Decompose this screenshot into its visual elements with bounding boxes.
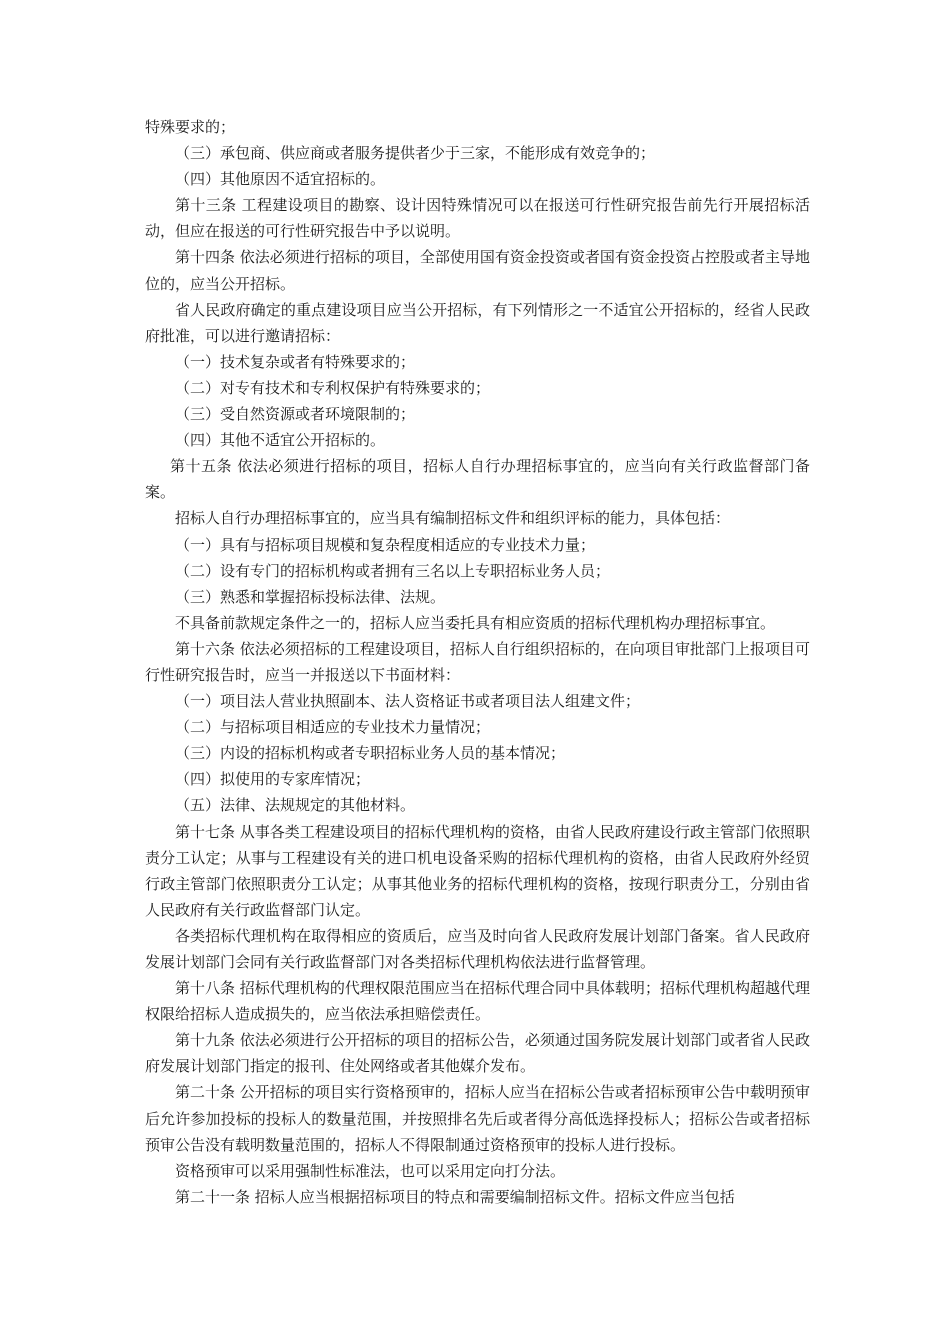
article-19: 第十九条 依法必须进行公开招标的项目的招标公告，必须通过国务院发展计划部门或者省人民政府发展计划部门指定的报刊、住处网络或者其他媒介发布。 bbox=[145, 1031, 810, 1076]
list-item: （三）承包商、供应商或者服务提供者少于三家，不能形成有效竞争的； bbox=[175, 144, 656, 163]
article-16: 第十六条 依法必须招标的工程建设项目，招标人自行组织招标的，在向项目审批部门上报项目可行性研究报告时，应当一并报送以下书面材料： bbox=[145, 639, 810, 684]
list-item: （四）其他原因不适宜招标的。 bbox=[175, 170, 386, 189]
list-item: （五）法律、法规规定的其他材料。 bbox=[175, 796, 416, 815]
list-item: （二）与招标项目相适应的专业技术力量情况； bbox=[175, 718, 491, 737]
article-15: 第十五条 依法必须进行招标的项目，招标人自行办理招标事宜的，应当向有关行政监督部门备案。 bbox=[145, 457, 810, 502]
article-20: 第二十条 公开招标的项目实行资格预审的，招标人应当在招标公告或者招标预审公告中载明预审后允许参加投标的投标人的数量范围，并按照排名先后或者得分高低选择投标人；招标公告或者招标预审公告没有载明数量范围的，招标人不得限制通过资格预审的投标人进行投标。 bbox=[145, 1083, 810, 1154]
list-item: （三）受自然资源或者环境限制的； bbox=[175, 405, 416, 424]
list-item: （二）设有专门的招标机构或者拥有三名以上专职招标业务人员； bbox=[175, 561, 611, 580]
list-item: （三）熟悉和掌握招标投标法律、法规。 bbox=[175, 587, 446, 606]
article-14: 第十四条 依法必须进行招标的项目，全部使用国有资金投资或者国有资金投资占控股或者主导地位的，应当公开招标。 bbox=[145, 248, 810, 293]
paragraph: 招标人自行办理招标事宜的，应当具有编制招标文件和组织评标的能力，具体包括： bbox=[175, 509, 731, 528]
paragraph: 资格预审可以采用强制性标准法，也可以采用定向打分法。 bbox=[175, 1161, 566, 1180]
list-item: （四）拟使用的专家库情况； bbox=[175, 770, 371, 789]
list-item: （一）具有与招标项目规模和复杂程度相适应的专业技术力量； bbox=[175, 535, 596, 554]
article-17: 第十七条 从事各类工程建设项目的招标代理机构的资格，由省人民政府建设行政主管部门依照职责分工认定；从事与工程建设有关的进口机电设备采购的招标代理机构的资格，由省人民政府外经贸行政主管部门依照职责分工认定；从事其他业务的招标代理机构的资格，按现行职责分工，分别由省人民政府有关行政监督部门认定。 bbox=[145, 822, 810, 919]
paragraph: 省人民政府确定的重点建设项目应当公开招标，有下列情形之一不适宜公开招标的，经省人民政府批准，可以进行邀请招标： bbox=[145, 300, 810, 345]
list-item: （一）技术复杂或者有特殊要求的； bbox=[175, 352, 416, 371]
article-13: 第十三条 工程建设项目的勘察、设计因特殊情况可以在报送可行性研究报告前先行开展招标活动，但应在报送的可行性研究报告中予以说明。 bbox=[145, 196, 810, 241]
list-item: （一）项目法人营业执照副本、法人资格证书或者项目法人组建文件； bbox=[175, 692, 641, 711]
paragraph: 不具备前款规定条件之一的，招标人应当委托具有相应资质的招标代理机构办理招标事宜。 bbox=[175, 613, 776, 632]
list-item: （四）其他不适宜公开招标的。 bbox=[175, 431, 386, 450]
paragraph: 特殊要求的； bbox=[145, 118, 236, 136]
list-item: （二）对专有技术和专利权保护有特殊要求的； bbox=[175, 378, 491, 397]
list-item: （三）内设的招标机构或者专职招标业务人员的基本情况； bbox=[175, 744, 566, 763]
article-18: 第十八条 招标代理机构的代理权限范围应当在招标代理合同中具体载明；招标代理机构超越代理权限给招标人造成损失的，应当依法承担赔偿责任。 bbox=[145, 979, 810, 1024]
paragraph: 各类招标代理机构在取得相应的资质后，应当及时向省人民政府发展计划部门备案。省人民政府发展计划部门会同有关行政监督部门对各类招标代理机构依法进行监督管理。 bbox=[145, 926, 810, 971]
document-body bbox=[145, 114, 810, 1210]
article-21: 第二十一条 招标人应当根据招标项目的特点和需要编制招标文件。招标文件应当包括 bbox=[175, 1187, 735, 1206]
